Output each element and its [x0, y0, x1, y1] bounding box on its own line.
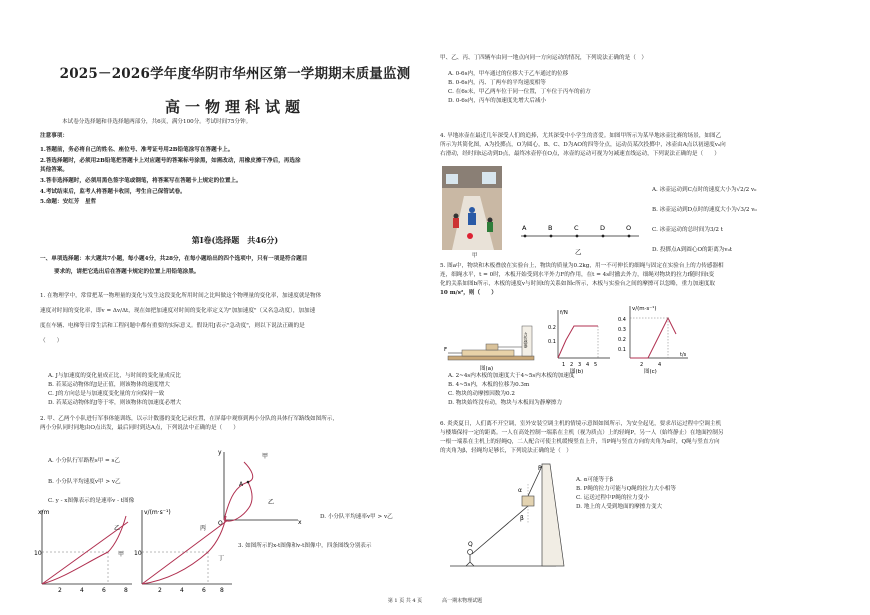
- option-a: A. 0-6s内，甲车通过的位移大于乙车通过的位移: [448, 71, 569, 77]
- option-a: A. α可能等于β: [576, 477, 613, 483]
- question-6-text: 一根一端系在主机上的轻绳Q，二人配合可使主机缓慢竖直上升，当P绳与竖直方向的夹角为α时，Q绳与竖直方向: [440, 438, 720, 445]
- experiment-table: [448, 356, 534, 360]
- tick-label: 10: [34, 550, 42, 557]
- option-c: C. 物块的动摩擦因数为0.2: [448, 390, 515, 397]
- velocity-curve: [630, 318, 676, 358]
- tick-label: 2: [58, 587, 62, 592]
- tick-label: 0.1: [548, 339, 556, 345]
- tick-label: 4: [658, 362, 662, 368]
- figure-b-caption: 图(b): [570, 369, 584, 374]
- question-5-options: [448, 372, 853, 408]
- section1-instructions: 一、单项选择题：本大题共7小题，每小题4分，共28分，在每小题给出的四个选项中，只有一项是符合题目: [40, 256, 308, 262]
- label-o: O: [626, 224, 632, 232]
- photo-person: [453, 218, 459, 228]
- axis-label: x/m: [38, 509, 50, 516]
- label-a: A: [522, 224, 527, 232]
- axis-label-y: y: [218, 449, 222, 456]
- q4-number-line: [515, 222, 645, 264]
- q5-figure-c: [618, 302, 690, 374]
- option-a: A. J与加速度的变化量成正比，与时间的变化量成反比: [48, 373, 181, 379]
- photo-window: [482, 172, 496, 184]
- curling-photo: [442, 166, 502, 250]
- question-4: [440, 132, 855, 159]
- question-1-text: （ ）: [40, 337, 63, 344]
- point-o: [628, 235, 631, 238]
- question-3-options: [448, 70, 853, 106]
- label-p: P: [538, 465, 542, 472]
- tick-label: 0.1: [618, 347, 626, 353]
- question-6-options: [576, 476, 846, 512]
- figure-yi-label: 乙: [575, 248, 582, 256]
- label-ding: 丁: [218, 555, 225, 562]
- question-6-text: 的夹角为β，轻绳均足够长，下列说法正确的是（ ）: [440, 447, 572, 454]
- photo-person: [469, 207, 475, 213]
- question-2-text: 两小分队同时同地由O点出发，最后同时到达A点，下列说法中正确的是（ ）: [40, 424, 239, 431]
- question-4-options: [652, 186, 857, 255]
- label-alpha: α: [518, 487, 522, 494]
- point-a: [524, 235, 527, 238]
- photo-stone: [467, 233, 473, 239]
- option-d: D. 0-6s内，丙车的加速度先增大后减小: [448, 97, 547, 104]
- point-d: [602, 235, 605, 238]
- option-b: B. P绳的拉力可能与Q绳的拉力大小相等: [576, 485, 676, 492]
- option-b: B. 0-6s内，丙、丁两车的平均速度相等: [448, 79, 546, 86]
- point-a-label: A: [239, 481, 244, 488]
- label-beta: β: [520, 515, 524, 522]
- label-bing: 丙: [200, 525, 207, 532]
- tick-label: 5: [594, 362, 598, 368]
- question-3: 3. 如图所示的x-t图像和v-t图像中，四条图线分别表示: [238, 543, 372, 549]
- label-d: D: [600, 224, 606, 232]
- tick-label: 2: [570, 362, 574, 368]
- block: [486, 344, 498, 350]
- question-1: [40, 292, 432, 346]
- option-c: C. 运送过程中P绳的拉力变小: [576, 494, 649, 501]
- option-d: D. 若某运动物体的J等于零，则该物体的加速度必增大: [48, 399, 182, 406]
- part1-heading: 第Ⅰ卷(选择题 共46分): [191, 235, 279, 245]
- q5-figure-a: [442, 318, 542, 374]
- note-item: 1.答题前，务必将自己的姓名、座位号、准考证号用2B铅笔涂写在答题卡上。: [40, 147, 234, 153]
- figure-jia-label: 甲: [472, 253, 478, 259]
- note-item: 3.答非选择题时，必须用黑色签字笔或钢笔，将答案写在答题卡上规定的位置上。: [40, 177, 242, 184]
- question-4-text: 右滑动，经时间t运动到D点，最终冰壶停在O点，冰壶的运动可视为匀减速直线运动，下列说法正确的是（ ）: [440, 150, 720, 157]
- question-4-text: 4. 旱地冰壶在最近几年深受人们的追捧，尤其深受中小学生的喜爱。如图甲所示为某旱地冰壶比赛的场景，如图乙: [440, 133, 722, 139]
- axis-label: v/(m·s⁻¹): [632, 306, 657, 312]
- person-leg: [466, 562, 470, 566]
- force-label: F: [444, 347, 448, 353]
- route-yi-label: 乙: [268, 499, 275, 506]
- tick-label: 4: [80, 587, 84, 592]
- figure-a-caption: 图(a): [480, 366, 494, 372]
- notes-title: 注意事项：: [40, 133, 68, 139]
- tick-label: 2: [158, 587, 162, 592]
- q2-option-d: D. 小分队平均速率v甲 > v乙: [320, 514, 393, 520]
- option-b: B. 冰壶运动到D点时的速度大小为√3/2 v₀: [652, 206, 757, 213]
- question-3-continued: 甲、乙、丙、丁四辆车由同一地点向同一方向运动的情况，下列说法正确的是（ ）: [440, 55, 647, 61]
- option-c: C. 在6s末，甲乙两车位于同一位置，丁车位于丙车的前方: [448, 88, 591, 95]
- option-a: A. 2~4s内木板的加速度大于4~5s内木板的加速度: [448, 373, 575, 379]
- label-yi: 乙: [114, 525, 121, 532]
- axis-label: f/N: [560, 310, 568, 316]
- question-5: [440, 262, 855, 298]
- question-6-text: 与楼墙保持一定的距离。一人在高处控制一端系在主机（视为质点）上的轻绳P，另一人（始终静止）在地面控制另: [440, 429, 724, 436]
- point-a: [247, 481, 250, 484]
- building-wall: [542, 464, 564, 566]
- note-item: 其他答案。: [40, 167, 68, 174]
- axis-label: t/s: [680, 352, 687, 358]
- label-c: C: [574, 224, 579, 232]
- note-item: 2.答选择题时，必须用2B铅笔把答题卡上对应题号的答案标号涂黑，如需改动，用橡皮擦干净后，再选涂: [40, 157, 301, 164]
- option-c: C. J的方向总是与加速度变化量的方向保持一致: [48, 390, 165, 397]
- question-5-text: 5. 图a中，物块和木板叠放在实验台上，物块的质量为0.2kg，用一不可伸长的细绳与固定在实验台上的力传感器相: [440, 263, 724, 269]
- tick-label: 10: [134, 550, 142, 557]
- option-d: D. 投掷点A到圆心O的距离为v₀t: [652, 246, 733, 253]
- tick-label: 0.2: [548, 325, 556, 331]
- option-c: C. 冰壶运动的总时间为3/2 t: [652, 226, 724, 233]
- tick-label: 2: [640, 362, 644, 368]
- option-d: D. 地上的人受到地面的摩擦力变大: [576, 503, 663, 510]
- figure-c-caption: 图(c): [644, 369, 657, 374]
- photo-person: [487, 222, 493, 232]
- question-5-text: 10 m/s²，则（ ）: [440, 289, 497, 296]
- question-1-options: [48, 372, 428, 408]
- origin-label: O: [218, 520, 223, 526]
- photo-person: [454, 214, 459, 219]
- tick-label: 3: [578, 362, 582, 368]
- route-jia-label: 甲: [262, 453, 269, 460]
- notes-list: [40, 146, 432, 207]
- note-item: 4.考试结束后，监考人将答题卡收回，考生自己保管试卷。: [40, 188, 186, 195]
- q3-xt-graph: [34, 506, 134, 592]
- tick-label: 0.2: [618, 337, 626, 343]
- tick-label: 0.3: [618, 327, 626, 333]
- force-curve: [558, 326, 598, 358]
- point-c: [576, 235, 579, 238]
- q5-figure-b: [548, 306, 612, 374]
- q2-option-c: C. y - x图像表示的是速率v - t图像: [48, 498, 135, 504]
- tick-label: 4: [586, 362, 590, 368]
- option-b: B. 4~5s内，木板的位移为0.3m: [448, 381, 530, 388]
- tick-label: 6: [202, 587, 206, 592]
- question-1-text: 度在车辆、电梯等日常生活和工程问题中都有重要的实际意义。假设用J表示"急动度"，则以下说法正确的是: [40, 322, 305, 329]
- question-6-text: 6. 炎炎夏日，人们离不开空调，室外安装空调主机的情境示意图如图所示，为安全起见，要求吊运过程中空调主机: [440, 421, 722, 427]
- rope-q: [472, 506, 528, 554]
- curve-bing: [142, 516, 226, 584]
- tick-label: 4: [180, 587, 184, 592]
- question-2-text: 2. 甲、乙两个小队进行军事体能训练，以示计数器的变化记录位置，在屏幕中观察到两小分队的具体行军路线如图所示，: [40, 416, 338, 422]
- q2-option-b: B. 小分队平均速度v甲 > v乙: [48, 479, 121, 485]
- person-leg: [470, 562, 474, 566]
- label-q: Q: [468, 541, 473, 548]
- q2-option-a: A. 小分队行军路程s甲 = s乙: [48, 458, 120, 464]
- sensor-label: 力传感器: [523, 332, 529, 348]
- option-b: B. 若某运动物体的J是正值，则该物体的速度增大: [48, 381, 170, 388]
- question-4-text: 所示为其简化图，A为投掷点，O为圆心，B、C、D为AO的四等分点，运动员某次投掷中，冰壶由A点以初速度v₀向: [440, 141, 726, 148]
- question-6: [440, 420, 855, 456]
- tick-label: 0.4: [618, 317, 626, 323]
- tick-label: 8: [124, 587, 128, 592]
- q3-vt-graph: [134, 506, 234, 592]
- point-b: [550, 235, 553, 238]
- section1-instructions-2: 要求的，请把它选出后在答题卡规定的位置上用铅笔涂黑。: [54, 269, 200, 275]
- option-d: D. 物块始终没有动，物块与木板间为静摩擦力: [448, 399, 563, 406]
- tick-label: 6: [102, 587, 106, 592]
- page-footer: 第 1 页 共 4 页 高一期末物理试题: [387, 598, 483, 604]
- label-b: B: [548, 224, 553, 232]
- tick-label: 8: [220, 587, 224, 592]
- axis-label: v/(m·s⁻¹): [144, 509, 171, 516]
- note-item: 5.命题：安红芳 星哲: [40, 199, 97, 206]
- label-jia: 甲: [118, 551, 125, 558]
- question-5-text: 化的关系如图b所示，木板的速度v与时间t的关系如图c所示，木板与实验台之间的摩擦可以忽略，重力加速度取: [440, 280, 716, 287]
- axis-label-x: x: [298, 519, 302, 526]
- option-a: A. 冰壶运动到C点时的速度大小为√2/2 v₀: [652, 187, 757, 193]
- photo-window: [446, 174, 458, 184]
- exam-subtitle: 高一物理科试题: [164, 98, 305, 116]
- exam-title: 2025－2026学年度华阴市华州区第一学期期末质量监测: [59, 66, 411, 82]
- tick-label: 1: [562, 362, 566, 368]
- question-2: [40, 415, 432, 433]
- question-1-text: 1. 在物理学中，常常把某一物理量的变化与发生这段变化所用时间之比叫做这个物理量的变化率，加速度就是物体: [40, 293, 322, 299]
- wooden-board: [462, 350, 514, 356]
- question-5-text: 连，细绳水平，t = 0时，木板开始受到水平外力F的作用，在t = 4s时撤去外力，细绳对物块的拉力f随时间t变: [440, 271, 715, 278]
- question-1-text: 速度对时间的变化率，即v = Δv/Δt，现在如把加速度对时间的变化率定义为"加加速度"（又名急动度），加加速: [40, 307, 316, 314]
- photo-person: [488, 218, 493, 223]
- q6-figure: [446, 462, 566, 574]
- exam-intro: 本试卷分选择题和非选择题两部分，共6页，满分100分。考试时间75分钟。: [62, 119, 252, 125]
- ac-unit: [522, 496, 534, 506]
- photo-person: [468, 213, 476, 225]
- person-head: [468, 550, 473, 555]
